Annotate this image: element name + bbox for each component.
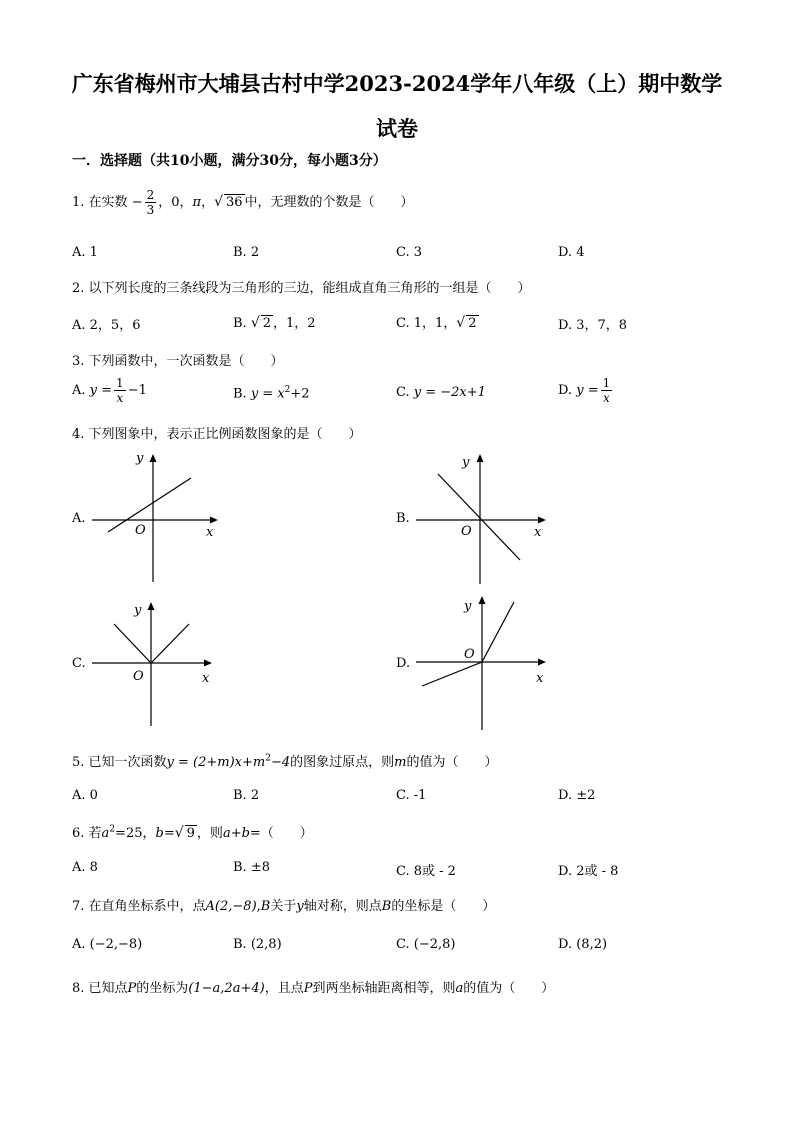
- q5-option-c[interactable]: C. -1: [396, 788, 427, 803]
- q3-option-b[interactable]: B. $y = x^2+2$: [233, 385, 310, 402]
- q1-option-b[interactable]: B. 2: [233, 245, 260, 260]
- q7-option-a[interactable]: A. (−2,−8): [72, 937, 143, 952]
- section-heading: 一．选择题（共10小题，满分30分，每小题3分）: [72, 153, 387, 169]
- question-5: 5. 已知一次函数$y = (2+m)x+m^2-4$的图象过原点，则m的值为（ ）: [72, 753, 498, 770]
- q4-option-d-label[interactable]: D.: [396, 656, 411, 671]
- svg-text:y: y: [134, 603, 142, 618]
- page-title: 广东省梅州市大埔县古村中学2023-2024学年八年级（上）期中数学: [71, 71, 723, 96]
- svg-text:x: x: [202, 671, 210, 686]
- svg-text:y: y: [462, 455, 470, 470]
- svg-text:y: y: [464, 599, 472, 614]
- q4-option-c-label[interactable]: C.: [72, 656, 86, 671]
- svg-text:O: O: [133, 669, 144, 684]
- svg-text:O: O: [461, 524, 472, 539]
- q5-option-a[interactable]: A. 0: [72, 788, 98, 803]
- q4-graph-a[interactable]: [86, 448, 226, 588]
- q2-option-d[interactable]: D. 3，7，8: [558, 318, 628, 333]
- page-title-continued: 试卷: [376, 116, 418, 141]
- q4-option-b-label[interactable]: B.: [396, 511, 410, 526]
- question-6: 6. 若$a^2=25$，b=√ 9 ，则a+b=（ ）: [72, 824, 313, 841]
- q3-option-c[interactable]: C. y = −2x+1: [396, 385, 486, 400]
- q1-option-a[interactable]: A. 1: [72, 245, 98, 260]
- svg-text:x: x: [536, 671, 544, 686]
- q4-graph-d[interactable]: [410, 590, 555, 732]
- y-axis-label: y: [136, 451, 144, 466]
- q6-option-b[interactable]: B. ±8: [233, 860, 270, 875]
- svg-text:x: x: [534, 525, 542, 540]
- origin-label: O: [135, 523, 146, 538]
- sqrt-symbol: √: [214, 194, 223, 210]
- question-1: 1. 在实数 − $\frac{2}{3}$ ，0，π，√ 36 中，无理数的个数是（ ）: [72, 188, 414, 217]
- q5-option-d[interactable]: D. ±2: [558, 788, 596, 803]
- question-3: 3. 下列函数中，一次函数是（ ）: [72, 354, 284, 369]
- q7-option-b[interactable]: B. (2,8): [233, 937, 282, 952]
- q3-option-a[interactable]: A. y = $\frac{1}{x}$ −1: [72, 376, 147, 405]
- q5-option-b[interactable]: B. 2: [233, 788, 260, 803]
- fraction: $\frac{2}{3}$: [146, 188, 155, 217]
- question-2: 2. 以下列长度的三条线段为三角形的三边，能组成直角三角形的一组是（ ）: [72, 281, 531, 296]
- q3-option-d[interactable]: D. y = $\frac{1}{x}$: [558, 376, 611, 405]
- q2-option-c[interactable]: C. 1，1，√ 2: [396, 315, 477, 331]
- q1-option-d[interactable]: D. 4: [558, 245, 585, 260]
- question-8: 8. 已知点P的坐标为(1−a,2a+4)，且点P到两坐标轴距离相等，则a的值为（ ）: [72, 981, 555, 996]
- q2-option-b[interactable]: B. √ 2 ，1，2: [233, 315, 316, 331]
- q6-option-c[interactable]: C. 8或 - 2: [396, 864, 456, 879]
- x-axis-label: x: [206, 525, 214, 540]
- svg-text:O: O: [464, 647, 475, 662]
- question-7: 7. 在直角坐标系中，点A(2,−8),B关于y轴对称，则点B的坐标是（ ）: [72, 899, 496, 914]
- q2-option-a[interactable]: A. 2，5，6: [72, 318, 141, 333]
- question-4: 4. 下列图象中，表示正比例函数图象的是（ ）: [72, 427, 362, 442]
- q7-option-c[interactable]: C. (−2,8): [396, 937, 456, 952]
- q6-option-a[interactable]: A. 8: [72, 860, 98, 875]
- q4-graph-c[interactable]: [86, 596, 226, 731]
- q4-option-a-label[interactable]: A.: [72, 511, 86, 526]
- q1-option-c[interactable]: C. 3: [396, 245, 423, 260]
- q6-option-d[interactable]: D. 2或 - 8: [558, 864, 619, 879]
- q4-graph-b[interactable]: [410, 448, 555, 588]
- q7-option-d[interactable]: D. (8,2): [558, 937, 608, 952]
